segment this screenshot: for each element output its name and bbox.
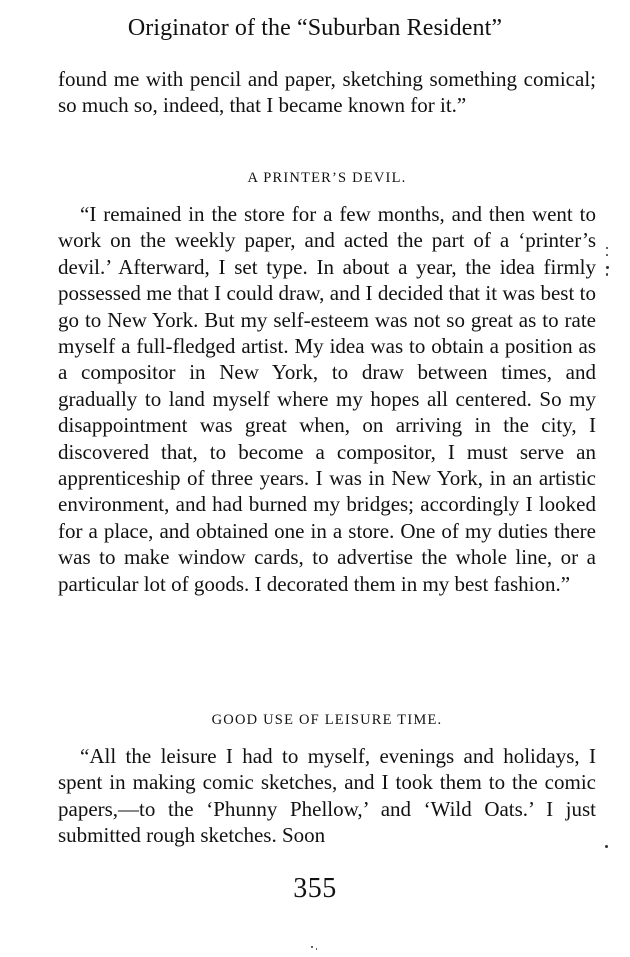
print-speck xyxy=(606,247,608,249)
print-speck xyxy=(316,948,317,950)
page-number: 355 xyxy=(293,873,337,904)
print-speck xyxy=(606,266,609,269)
print-speck xyxy=(605,845,608,848)
print-speck xyxy=(606,273,608,276)
print-speck xyxy=(311,946,313,948)
paragraph-continuation: found me with pencil and paper, sketching something comical; so much so, indeed, that I became known for it.” xyxy=(58,67,596,118)
paragraph-printers-devil: “I remained in the store for a few months, and then went to work on the weekly paper, and acted the part of a ‘printer’s devil.’ Afterward, I set type. In about a year, the idea firmly possessed me that I could draw, and I decided that it was best to go to New York. But my self-esteem was not so great as to rate myself a full-fledged artist. My idea was to obtain a position as a compositor in New York, to draw between times, and gradually to land myself where my hopes all centered. So my disappointment was great when, on arriving in the city, I discovered that, to become a compositor, I must serve an apprenticeship of three years. I was in New York, in an artistic environment, and had burned my bridges; accordingly I looked for a place, and obtained one in a store. One of my duties there was to make window cards, to advertise the whole line, or a particular lot of goods. I decorated them in my best fashion.” xyxy=(58,202,596,596)
print-speck xyxy=(606,254,608,256)
section-heading-leisure-time: GOOD USE OF LEISURE TIME. xyxy=(211,712,443,728)
paragraph-leisure-time: “All the leisure I had to myself, evenings and holidays, I spent in making comic sketches, and I took them to the comic papers,—to the ‘Phunny Phellow,’ and ‘Wild Oats.’ I just submitted rough sketches. Soon xyxy=(58,744,596,848)
running-head: Originator of the “Suburban Resident” xyxy=(127,15,503,41)
section-heading-printers-devil: A PRINTER’S DEVIL. xyxy=(247,170,407,186)
